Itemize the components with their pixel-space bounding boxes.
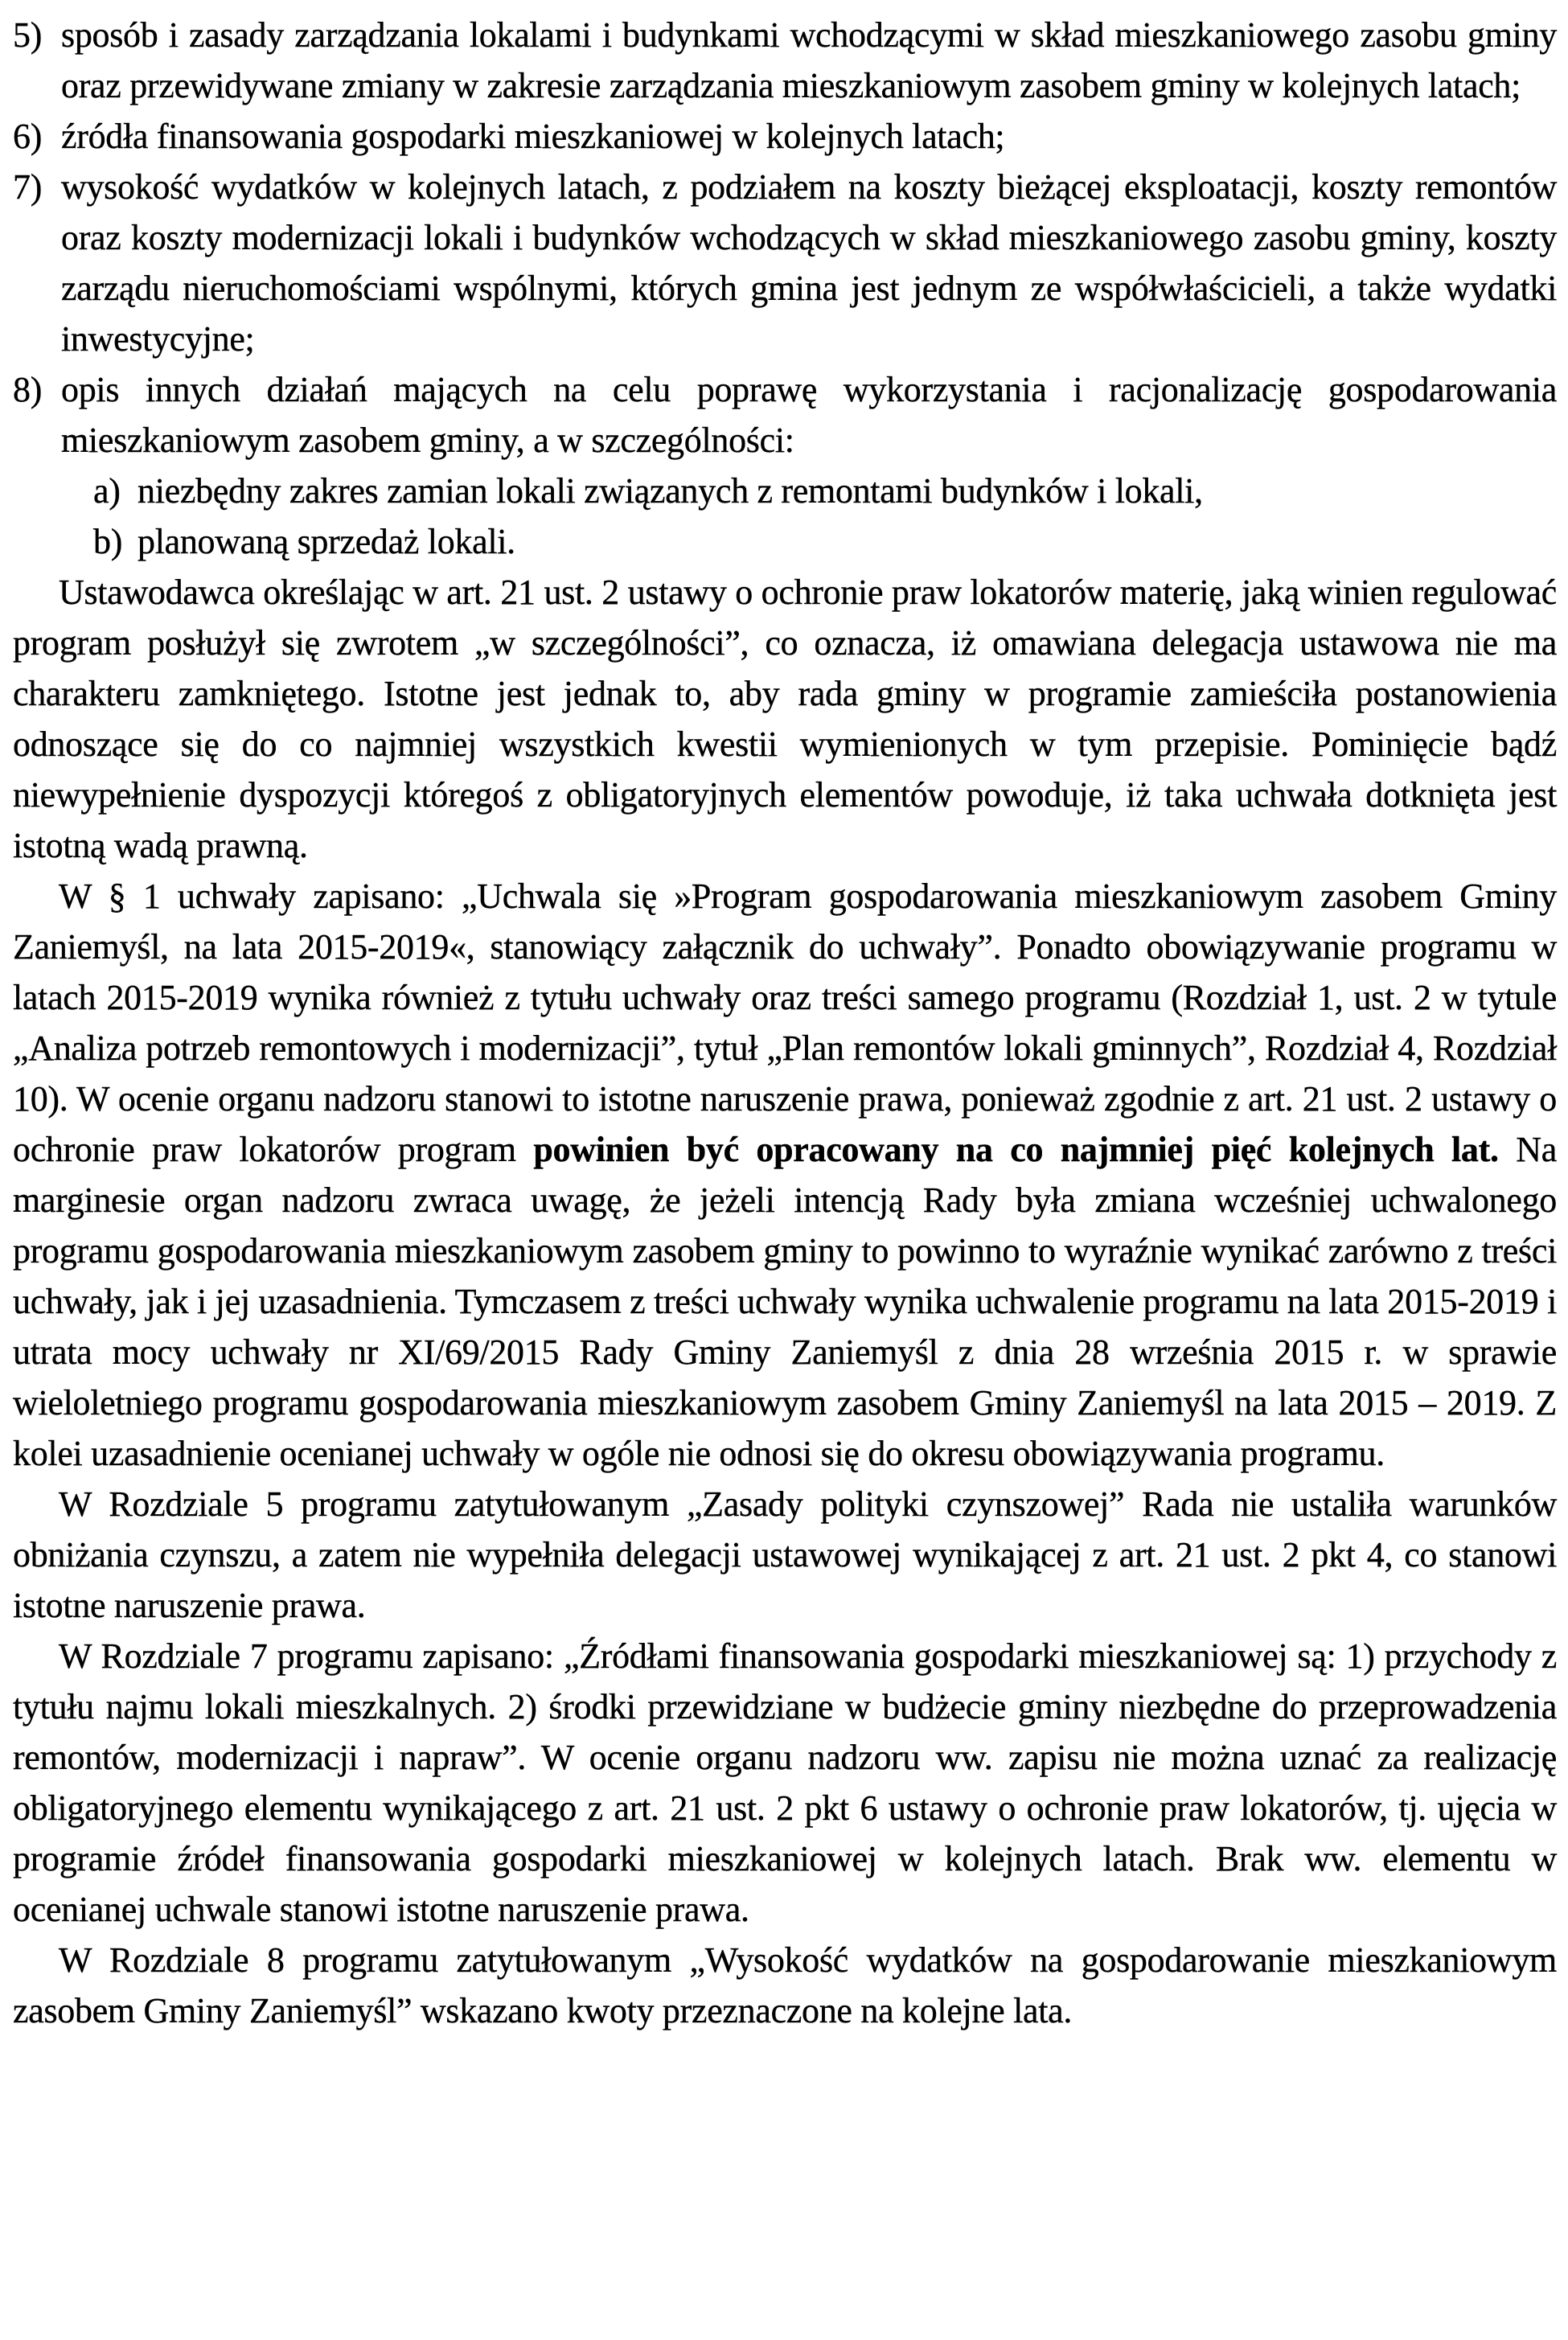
sub-item-b-text: planowaną sprzedaż lokali. (138, 522, 515, 561)
list-item-6 (13, 111, 1557, 162)
list-item-7-number: 7) (13, 167, 43, 207)
list-item-7 (13, 162, 1557, 364)
sub-item-a (93, 466, 1557, 516)
list-item-8 (13, 364, 1557, 466)
list-item-6-number: 6) (13, 117, 43, 156)
list-item-6-text: źródła finansowania gospodarki mieszkaniowej w kolejnych latach; (61, 117, 1005, 156)
paragraph-rozdzial-7: W Rozdziale 7 programu zapisano: „Źródłami finansowania gospodarki mieszkaniowej są: 1) przychody z tytułu najmu lokali mieszkalnych. 2) środki przewidziane w budżecie gminy niezbędne do przeprowadzenia remontów, modernizacji i napraw”. W ocenie organu nadzoru ww. zapisu nie można uznać za realizację obligatoryjnego elementu wynikającego z art. 21 ust. 2 pkt 6 ustawy o ochronie praw lokatorów, tj. ujęcia w programie źródeł finansowania gospodarki mieszkaniowej w kolejnych latach. Brak ww. elementu w ocenianej uchwale stanowi istotne naruszenie prawa. (13, 1636, 1557, 1929)
paragraph-rozdzial-8: W Rozdziale 8 programu zatytułowanym „Wysokość wydatków na gospodarowanie mieszkaniowym zasobem Gminy Zaniemyśl” wskazano kwoty przeznaczone na kolejne lata. (13, 1940, 1557, 2030)
sub-item-a-text: niezbędny zakres zamian lokali związanych z remontami budynków i lokali, (138, 471, 1203, 511)
sub-item-b-number: b) (93, 522, 123, 561)
paragraph-ustawodawca: Ustawodawca określając w art. 21 ust. 2 ustawy o ochronie praw lokatorów materię, jaką winien regulować program posłużył się zwrotem „w szczególności”, co oznacza, iż omawiana delegacja ustawowa nie ma charakteru zamkniętego. Istotne jest jednak to, aby rada gminy w programie zamieściła postanowienia odnoszące się do co najmniej wszystkich kwestii wymienionych w tym przepisie. Pominięcie bądź niewypełnienie dyspozycji któregoś z obligatoryjnych elementów powoduje, iż taka uchwała dotknięta jest istotną wadą prawną. (13, 573, 1557, 865)
list-item-7-text: wysokość wydatków w kolejnych latach, z podziałem na koszty bieżącej eksploatacji, koszty remontów oraz koszty modernizacji lokali i budynków wchodzących w skład mieszkaniowego zasobu gminy, koszty zarządu nieruchomościami wspólnymi, których gmina jest jednym ze współwłaścicieli, a także wydatki inwestycyjne; (61, 167, 1557, 359)
list-item-8-number: 8) (13, 370, 43, 409)
list-item-5-text: sposób i zasady zarządzania lokalami i budynkami wchodzącymi w skład mieszkaniowego zasobu gminy oraz przewidywane zmiany w zakresie zarządzania mieszkaniowym zasobem gminy w kolejnych latach; (61, 15, 1557, 105)
paragraph-rozdzial-5: W Rozdziale 5 programu zatytułowanym „Zasady polityki czynszowej” Rada nie ustaliła warunków obniżania czynszu, a zatem nie wypełniła delegacji ustawowej wynikającej z art. 21 ust. 2 pkt 4, co stanowi istotne naruszenie prawa. (13, 1484, 1557, 1625)
sub-item-b (93, 516, 1557, 567)
paragraph-par-1-uchwaly: W § 1 uchwały zapisano: „Uchwala się »Program gospodarowania mieszkaniowym zasobem Gminy Zaniemyśl, na lata 2015-2019«, stanowiący załącznik do uchwały”. Ponadto obowiązywanie programu w latach 2015-2019 wynika również z tytułu uchwały oraz treści samego programu (Rozdział 1, ust. 2 w tytule „Analiza potrzeb remontowych i modernizacji”, tytuł „Plan remontów lokali gminnych”, Rozdział 4, Rozdział 10). W ocenie organu nadzoru stanowi to istotne naruszenie prawa, ponieważ zgodnie z art. 21 ust. 2 ustawy o ochronie praw lokatorów program powinien być opracowany na co najmniej pięć kolejnych lat. Na marginesie organ nadzoru zwraca uwagę, że jeżeli intencją Rady była zmiana wcześniej uchwalonego programu gospodarowania mieszkaniowym zasobem gminy to powinno to wyraźnie wynikać zarówno z treści uchwały, jak i jej uzasadnienia. Tymczasem z treści uchwały wynika uchwalenie programu na lata 2015-2019 i utrata mocy uchwały nr XI/69/2015 Rady Gminy Zaniemyśl z dnia 28 września 2015 r. w sprawie wieloletniego programu gospodarowania mieszkaniowym zasobem Gminy Zaniemyśl na lata 2015 – 2019. Z kolei uzasadnienie ocenianej uchwały w ogóle nie odnosi się do okresu obowiązywania programu. (13, 876, 1557, 1473)
list-item-5 (13, 10, 1557, 111)
sub-item-a-number: a) (93, 471, 121, 511)
list-item-5-number: 5) (13, 15, 43, 55)
list-item-8-text: opis innych działań mających na celu poprawę wykorzystania i racjonalizację gospodarowania mieszkaniowym zasobem gminy, a w szczególności: (61, 370, 1557, 460)
